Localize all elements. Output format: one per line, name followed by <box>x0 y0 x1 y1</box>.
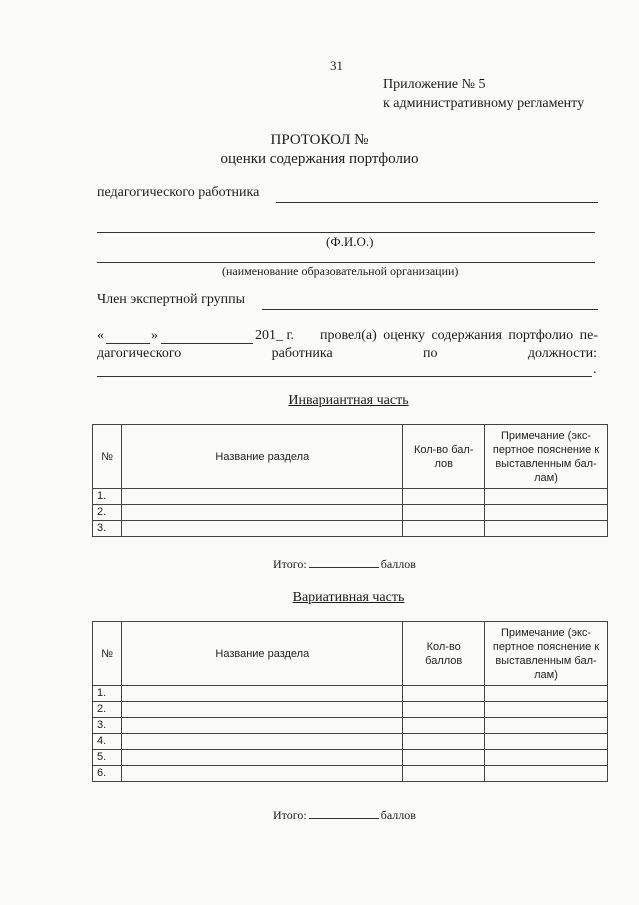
variative-total-unit: баллов <box>380 808 416 822</box>
title-line-2: оценки содержания портфолио <box>220 151 419 167</box>
variative-row-note-cell[interactable] <box>485 718 608 734</box>
position-field[interactable] <box>97 376 592 377</box>
variative-total <box>273 808 416 823</box>
page-number: 31 <box>330 58 343 73</box>
variative-row-num: 6. <box>93 766 122 782</box>
invariant-total-unit: баллов <box>380 557 416 571</box>
invariant-header-name: Название раздела <box>122 425 403 489</box>
variative-header-score: Кол-во баллов <box>403 622 485 686</box>
variative-row <box>93 750 608 766</box>
variative-row-score-cell[interactable] <box>403 766 485 782</box>
variative-row <box>93 686 608 702</box>
invariant-row-name-cell[interactable] <box>122 521 403 537</box>
teacher-label: педагогического работника <box>97 185 260 200</box>
invariant-row-score-cell[interactable] <box>403 521 485 537</box>
invariant-total-field[interactable] <box>309 557 379 568</box>
variative-row-score-cell[interactable] <box>403 750 485 766</box>
variative-row <box>93 702 608 718</box>
invariant-header-score: Кол-во бал- лов <box>403 425 485 489</box>
variative-row-name-cell[interactable] <box>122 750 403 766</box>
variative-row <box>93 718 608 734</box>
statement-line-2 <box>97 346 597 361</box>
day-field[interactable] <box>106 343 150 344</box>
variative-row-note-cell[interactable] <box>485 750 608 766</box>
variative-row-score-cell[interactable] <box>403 734 485 750</box>
variative-row-num: 3. <box>93 718 122 734</box>
variative-row-note-cell[interactable] <box>485 702 608 718</box>
invariant-total <box>273 557 416 572</box>
date-quote-open: « <box>97 328 104 343</box>
variative-row-note-cell[interactable] <box>485 766 608 782</box>
invariant-row-num: 3. <box>93 521 122 537</box>
variative-row-num: 5. <box>93 750 122 766</box>
invariant-table <box>92 424 608 537</box>
invariant-row-score-cell[interactable] <box>403 489 485 505</box>
variative-header-note: Примечание (экс- пертное пояснение к выставленным бал- лам) <box>485 622 608 686</box>
date-quote-close: » <box>151 328 158 343</box>
invariant-section-title: Инвариантная часть <box>288 393 409 408</box>
variative-row-num: 4. <box>93 734 122 750</box>
variative-row-name-cell[interactable] <box>122 766 403 782</box>
statement-word-4: должности: <box>527 346 597 361</box>
variative-row-note-cell[interactable] <box>485 686 608 702</box>
variative-table <box>92 621 608 782</box>
invariant-row-note-cell[interactable] <box>485 505 608 521</box>
variative-section-title: Вариативная часть <box>292 590 405 605</box>
variative-total-label: Итого: <box>273 808 307 822</box>
variative-total-field[interactable] <box>309 808 379 819</box>
statement-period: . <box>593 362 597 377</box>
organization-caption: (наименование образовательной организации) <box>222 264 459 278</box>
statement-text: провел(а) оценку содержания портфолио пе- <box>320 328 598 343</box>
invariant-header-num: № <box>93 425 122 489</box>
variative-header-name: Название раздела <box>122 622 403 686</box>
invariant-row <box>93 521 608 537</box>
invariant-row <box>93 505 608 521</box>
title-line-1: ПРОТОКОЛ № <box>270 132 369 148</box>
variative-row-name-cell[interactable] <box>122 686 403 702</box>
invariant-row-name-cell[interactable] <box>122 505 403 521</box>
invariant-row-num: 2. <box>93 505 122 521</box>
invariant-row <box>93 489 608 505</box>
variative-header-num: № <box>93 622 122 686</box>
variative-row-num: 2. <box>93 702 122 718</box>
appendix-line-2: к административному регламенту <box>383 96 585 111</box>
fio-field[interactable] <box>97 232 595 233</box>
statement-word-3: по <box>423 346 438 361</box>
appendix-line-1: Приложение № 5 <box>383 77 486 92</box>
variative-row <box>93 766 608 782</box>
document-title <box>0 131 639 169</box>
invariant-row-num: 1. <box>93 489 122 505</box>
statement-word-1: дагогического <box>97 346 182 361</box>
invariant-row-note-cell[interactable] <box>485 489 608 505</box>
variative-row-score-cell[interactable] <box>403 718 485 734</box>
fio-caption: (Ф.И.О.) <box>326 234 374 249</box>
variative-row-name-cell[interactable] <box>122 702 403 718</box>
appendix-header <box>383 75 584 113</box>
invariant-total-label: Итого: <box>273 557 307 571</box>
variative-row <box>93 734 608 750</box>
invariant-row-score-cell[interactable] <box>403 505 485 521</box>
expert-label: Член экспертной группы <box>97 292 246 307</box>
teacher-name-field[interactable] <box>276 202 598 203</box>
statement-word-2: работника <box>271 346 333 361</box>
invariant-row-note-cell[interactable] <box>485 521 608 537</box>
variative-row-score-cell[interactable] <box>403 686 485 702</box>
organization-field[interactable] <box>97 262 595 263</box>
variative-row-name-cell[interactable] <box>122 734 403 750</box>
variative-row-num: 1. <box>93 686 122 702</box>
month-field[interactable] <box>161 343 253 344</box>
variative-row-name-cell[interactable] <box>122 718 403 734</box>
invariant-row-name-cell[interactable] <box>122 489 403 505</box>
variative-row-score-cell[interactable] <box>403 702 485 718</box>
expert-name-field[interactable] <box>262 309 598 310</box>
variative-row-note-cell[interactable] <box>485 734 608 750</box>
invariant-header-note: Примечание (экс- пертное пояснение к выставленным бал- лам) <box>485 425 608 489</box>
year-text: 201_ г. <box>255 328 295 343</box>
